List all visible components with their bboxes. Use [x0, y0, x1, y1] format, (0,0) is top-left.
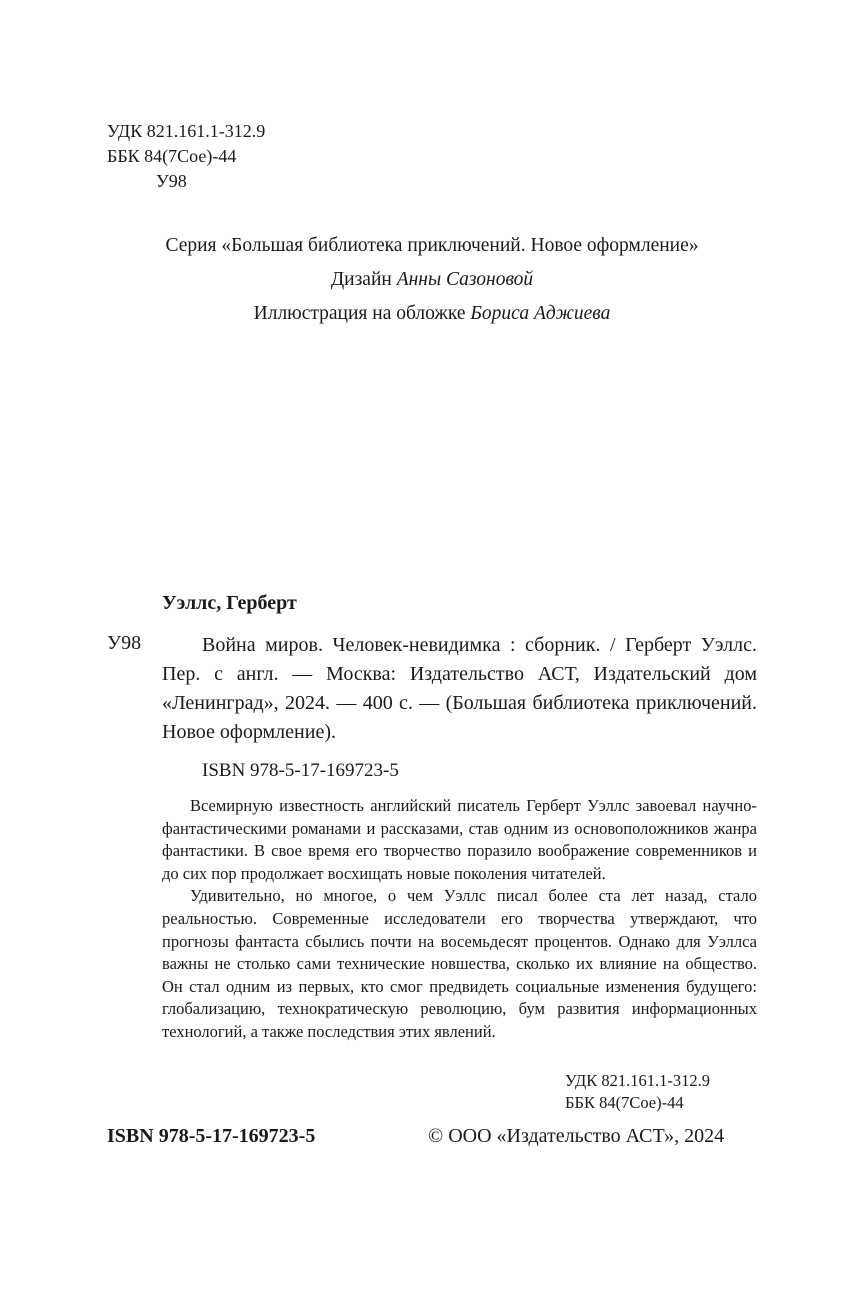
classification-codes [107, 119, 265, 194]
copyright: © ООО «Издательство АСТ», 2024 [428, 1125, 725, 1147]
annotation-paragraph-2: Удивительно, но многое, о чем Уэллс писал более ста лет назад, стало реальностью. Современные исследователи его творчества утверждают, что прогнозы фантаста сбылись почти на восемьдесят процентов. Однако для Уэллса важны не столько сами технические новшества, сколько их влияние на общество. Он стал одним из первых, кто смог предвидеть социальные изменения будущего: глобализацию, технократическую революцию, бум развития информационных технологий, а также последствия этих явлений. [162, 886, 757, 1041]
designer-name: Анны Сазоновой [396, 269, 534, 290]
footer-bbk-code: ББК 84(7Сое)-44 [565, 1093, 684, 1112]
author-mark: У98 [156, 171, 187, 191]
bbk-code: ББК 84(7Сое)-44 [107, 146, 237, 166]
design-prefix: Дизайн [330, 269, 397, 290]
footer-isbn: ISBN 978-5-17-169723-5 [107, 1125, 316, 1147]
illustration-credit [0, 297, 844, 331]
illustration-prefix: Иллюстрация на обложке [253, 303, 471, 324]
catalog-isbn: ISBN 978-5-17-169723-5 [202, 760, 399, 781]
series-line: Серия «Большая библиотека приключений. Новое оформление» [165, 235, 699, 256]
annotation-paragraph-1: Всемирную известность английский писатель Герберт Уэллс завоевал научно-фантастическими романами и рассказами, став одним из основоположников жанра фантастики. В свое время его творчество поразило воображение современников и до сих пор продолжает восхищать новые поколения читателей. [162, 796, 757, 883]
illustrator-name: Бориса Аджиева [470, 303, 611, 324]
footer-udk-code: УДК 821.161.1-312.9 [565, 1071, 711, 1090]
udk-code: УДК 821.161.1-312.9 [107, 121, 266, 141]
series-credits [0, 229, 844, 331]
design-credit [0, 263, 844, 297]
catalog-author: Уэллс, Герберт [162, 592, 297, 614]
description-text: Война миров. Человек-невидимка : сборник. / Герберт Уэллс. Пер. с англ. — Москва: Издательство АСТ, Издательский дом «Ленинград», 2024. — 400 с. — (Большая библиотека приключений. Новое оформление). [162, 634, 757, 743]
footer-codes [565, 1070, 710, 1114]
catalog-card-mark: У98 [107, 632, 142, 654]
annotation [162, 795, 757, 1044]
bibliographic-description [162, 631, 757, 747]
